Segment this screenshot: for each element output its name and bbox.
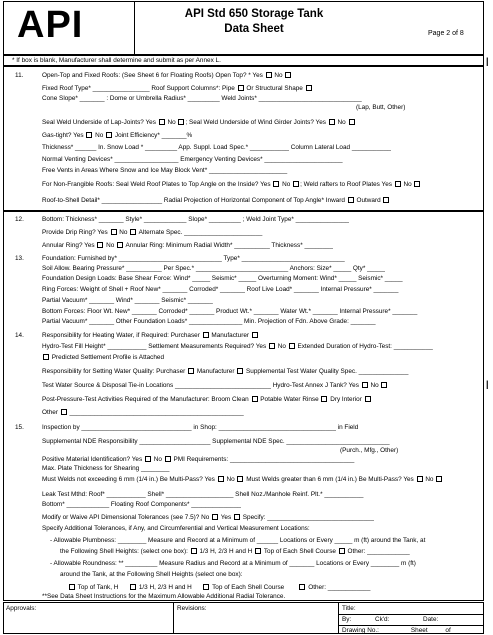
section-11-number: 11. (15, 72, 24, 79)
multipass-small-label: Must Welds not exceeding 6 mm ( (42, 476, 139, 483)
round-third-heights-checkbox[interactable] (130, 584, 136, 590)
weld-rafters-no-checkbox[interactable] (414, 181, 420, 187)
structural-shape-label: Or Structural Shape (246, 85, 303, 92)
settlement-profile-checkbox[interactable] (43, 354, 49, 360)
post-test-label: Post-Pressure-Test Activities Required of the Manufacturer: Broom Clean (42, 396, 249, 403)
s12-line-2 (42, 229, 262, 237)
annular-ring-width-label: Annular Ring: Minimum Radial Width* __________ Thickness* ________ (125, 242, 333, 249)
each-course-label: Top of Each Shell Course (263, 548, 336, 555)
s15-line-7: Bottom* ____________ Floating Roof Components* ______________ (42, 501, 241, 508)
s13-line-6: Bottom Forces: Floor Wt. New* _______ Corroded* _______ Product Wt.* _______ Water Wt.* _______ Internal Pressure* _______ (42, 308, 418, 315)
annular-ring-no-checkbox[interactable] (117, 242, 123, 248)
s15-line-1: Inspection by _______________________________ in Shop: _________________________________ in Field (42, 424, 359, 431)
potable-rinse-label: Potable Water Rinse (260, 396, 319, 403)
other-label: Other: ____________ (347, 548, 410, 555)
s14-no-label: No (277, 343, 286, 350)
manufacturer-label: Manufacturer (196, 368, 235, 375)
s15-line-13: around the Tank, at the Following Shell Heights (select one box): (60, 571, 243, 578)
manufacturer-label: Manufacturer (211, 332, 250, 339)
section-13-number: 13. (15, 255, 24, 262)
weld-rafters-yes-checkbox[interactable] (395, 181, 401, 187)
pipe-checkbox[interactable] (238, 85, 244, 91)
s15-line-5 (42, 476, 443, 484)
s11-line-10 (42, 197, 390, 205)
s15-line-9: Specify Additional Tolerances, if Any, and Circumferential and Vertical Measurement Locations: (42, 525, 310, 532)
s13-line-1: Foundation: Furnished by* _____________________________ Type* _____________________________ (42, 255, 345, 262)
annular-ring-yes-checkbox[interactable] (97, 242, 103, 248)
heating-purchaser-checkbox[interactable] (203, 332, 209, 338)
plumb-each-course-checkbox[interactable] (255, 548, 261, 554)
multipass-large-label: Must Welds greater than 6 mm ( (246, 476, 338, 483)
s11-line-6: Thickness* ______ In. Snow Load * _________ App. Suppl. Load Spec.* ___________ Column Lateral Load ___________ (42, 144, 391, 151)
round-each-course-checkbox[interactable] (203, 584, 209, 590)
seal-weld-lap-yes-checkbox[interactable] (159, 119, 165, 125)
s11-line-3: Cone Slope* _______ : Dome or Umbrella Radius* _________ Weld Joints* _____________________________ (42, 95, 362, 102)
s11-no-label: No (95, 132, 104, 139)
quarter-inch-fraction: 1/4 (337, 476, 347, 483)
seal-weld-girder-yes-checkbox[interactable] (329, 119, 335, 125)
weld-rafters-label: ; Weld rafters to Roof Plates Yes (300, 181, 392, 188)
s14-line-5 (42, 382, 388, 390)
seal-weld-girder-label: ; Seal Weld Underside of Wind Girder Joints? Yes (185, 119, 326, 126)
s14-no-label: No (370, 382, 379, 389)
revision-mark: | (486, 379, 489, 389)
drip-ring-yes-checkbox[interactable] (111, 229, 117, 235)
outward-checkbox[interactable] (383, 197, 389, 203)
top-of-tank-label: Top of Tank, H (77, 584, 119, 591)
s11-line-8: Free Vents in Areas Where Snow and Ice May Block Vent* ______________________ (42, 167, 288, 174)
plumb-other-checkbox[interactable] (339, 548, 345, 554)
extended-duration-label: Extended Duration of Hydro-Test: ___________ (297, 343, 433, 350)
gas-tight-no-checkbox[interactable] (106, 132, 112, 138)
seal-weld-girder-no-checkbox[interactable] (349, 119, 355, 125)
s15-line-14 (68, 584, 370, 592)
s11-line-4 (42, 119, 356, 127)
s15-no-label: No (153, 456, 162, 463)
open-top-yes-checkbox[interactable] (266, 72, 272, 78)
sheet-title (149, 7, 359, 37)
round-other-checkbox[interactable] (299, 584, 305, 590)
multipass-small-no-checkbox[interactable] (237, 476, 243, 482)
s13-line-2: Soil Allow. Bearing Pressure* __________ Per Spec.* __________________________ Anchors: Size* _____ Qty* _____ (42, 265, 385, 272)
s15-no-label: No (425, 476, 434, 483)
water-source-label: Test Water Source & Disposal Tie-in Locations ___________________________ Hydro-Test Annex J Tank? Yes (42, 382, 359, 389)
multipass-large-no-checkbox[interactable] (436, 476, 442, 482)
drip-ring-label: Provide Drip Ring? Yes (42, 229, 108, 236)
s11-no-label: No (167, 119, 176, 126)
s11-open-top-label: Open-Top and Fixed Roofs: (See Sheet 6 for Floating Roofs) Open Top? * Yes (42, 72, 263, 79)
pmi-yes-checkbox[interactable] (145, 456, 151, 462)
annular-ring-label: Annular Ring? Yes (42, 242, 95, 249)
s11-line-9 (42, 181, 421, 189)
s14-line-3 (42, 354, 164, 362)
yes-label: Yes (220, 514, 232, 521)
non-frangible-label: For Non-Frangible Roofs: Seal Weld Roof Plates to Top Angle on the Inside? Yes (42, 181, 271, 188)
drip-ring-no-checkbox[interactable] (130, 229, 136, 235)
section-14-number: 14. (15, 332, 24, 339)
s15-line-2: Supplemental NDE Responsibility ____________________ Supplemental NDE Spec. _____________________________ (42, 438, 390, 445)
broom-clean-checkbox[interactable] (252, 396, 258, 402)
multipass-large-yes-checkbox[interactable] (417, 476, 423, 482)
dry-interior-checkbox[interactable] (365, 396, 371, 402)
s11-no-label: No (274, 72, 283, 79)
title-label: Title: (342, 605, 356, 612)
s11-no-label: No (282, 181, 291, 188)
gas-tight-label: Gas-tight? Yes (42, 132, 84, 139)
s15-line-11 (60, 548, 410, 556)
s13-line-3: Foundation Design Loads: Base Shear Force: Wind* _____ Seismic* _____ Overturning Moment: Wind* _____ Seismic* _____ (42, 275, 403, 282)
settlement-no-checkbox[interactable] (289, 343, 295, 349)
s11-no-label: No (337, 119, 346, 126)
quarter-inch-fraction: 1/4 (138, 476, 148, 483)
joint-efficiency-label: Joint Efficiency* _______% (114, 132, 193, 139)
api-logo: API (17, 4, 84, 46)
structural-shape-checkbox[interactable] (306, 85, 312, 91)
s13-line-7: Partial Vacuum* _______ Other Foundation Loads* _______________ Min. Projection of Fdn. Above Grade: _______ (42, 318, 376, 325)
s11-line-2 (42, 85, 313, 93)
sheet (3, 1, 489, 634)
s12-no-label: No (106, 242, 115, 249)
s15-line-3 (42, 456, 354, 464)
water-quality-purchaser-checkbox[interactable] (188, 368, 194, 374)
s11-line-7: Normal Venting Devices* __________________ Emergency Venting Devices* ______________________ (42, 156, 343, 163)
weld-joints-hint: (Lap, Butt, Other) (356, 104, 406, 111)
s11-line-1 (42, 72, 292, 80)
revisions-label: Revisions: (177, 605, 207, 612)
pmi-label: Positive Material Identification? Yes (42, 456, 143, 463)
plumb-third-heights-checkbox[interactable] (191, 548, 197, 554)
specify-label: Specify: ______________________________ (242, 514, 374, 521)
footer-title-line (338, 614, 484, 615)
s15-line-6: Leak Test Mthd: Roof* ___________ Shell* ___________________ Shell Noz./Manhole Reinf. Plt.* ___________ (42, 491, 364, 498)
date-label: Date: (423, 616, 439, 623)
by-label: By: (342, 616, 352, 623)
s15-line-15: **See Data Sheet Instructions for the Maximum Allowable Additional Radial Tolerance. (42, 593, 286, 600)
multipass-small-yes-checkbox[interactable] (218, 476, 224, 482)
section-12-number: 12. (15, 216, 24, 223)
section-15-number: 15. (15, 424, 24, 431)
s12-no-label: No (119, 229, 128, 236)
hydro-test-fill-label: Hydro-Test Fill Height* ___________ Settlement Measurements Required? Yes (42, 343, 267, 350)
s15-line-8 (42, 514, 374, 522)
multipass-small-yes-label: in.) Be Multi-Pass? Yes (147, 476, 215, 483)
multipass-large-yes-label: in.) Be Multi-Pass? Yes (346, 476, 414, 483)
s14-line-2 (42, 343, 433, 351)
seal-weld-lap-no-checkbox[interactable] (178, 119, 184, 125)
gas-tight-yes-checkbox[interactable] (86, 132, 92, 138)
potable-rinse-checkbox[interactable] (321, 396, 327, 402)
s15-no-label: No (226, 476, 235, 483)
title-line-1: API Std 650 Storage Tank (184, 8, 324, 20)
water-quality-label: Responsibility for Setting Water Quality: Purchaser (42, 368, 186, 375)
footer-by-line (338, 625, 484, 626)
s14-line-7 (42, 409, 244, 417)
drawing-number-label: Drawing No.: ________ Sheet ____ of ____ (342, 627, 467, 634)
s13-line-4: Ring Forces: Weight of Shell + Roof New* _______ Corroded* _______ Roof Live Load* _______ Internal Pressure* _______ (42, 286, 399, 293)
heating-water-label: Responsibility for Heating Water, if Required: Purchaser (42, 332, 200, 339)
fixed-roof-type-label: Fixed Roof Type* ________________ Roof Support Columns*: Pipe (42, 85, 235, 92)
other-checkbox[interactable] (61, 409, 67, 415)
modify-tolerances-yes-checkbox[interactable] (234, 514, 240, 520)
seal-weld-top-angle-yes-checkbox[interactable] (273, 181, 279, 187)
s12-line-3 (42, 242, 333, 250)
s13-line-5: Partial Vacuum* _______ Wind* _______ Seismic* _______ (42, 297, 213, 304)
round-top-of-tank-checkbox[interactable] (69, 584, 75, 590)
dry-interior-label: Dry Interior (330, 396, 362, 403)
water-quality-manufacturer-checkbox[interactable] (237, 368, 243, 374)
seal-weld-lap-label: Seal Weld Underside of Lap-Joints? Yes (42, 119, 156, 126)
s11-line-5 (42, 132, 192, 140)
annex-j-no-checkbox[interactable] (381, 382, 387, 388)
s14-line-6 (42, 396, 372, 404)
inward-checkbox[interactable] (348, 197, 354, 203)
nde-responsibility-hint: (Purch., Mfg., Other) (340, 447, 399, 454)
supplemental-water-label: Supplemental Test Water Quality Spec. ______________ (246, 368, 409, 375)
s15-line-10: - Allowable Plumbness: ________ Measure and Record at a Minimum of ______ Locations or Every _____ m (ft) around the Tank, at (50, 537, 426, 544)
annex-j-yes-checkbox[interactable] (362, 382, 368, 388)
s14-line-4 (42, 368, 408, 376)
roof-to-shell-label: Roof-to-Shell Detail* _________________ Radial Projection of Horizontal Component of Top Angle* Inward (42, 197, 345, 204)
pmi-no-checkbox[interactable] (165, 456, 171, 462)
title-line-2: Data Sheet (224, 23, 284, 35)
open-top-no-checkbox[interactable] (285, 72, 291, 78)
page-number: Page 2 of 8 (428, 30, 464, 37)
footer-divider-1 (173, 602, 174, 634)
footer-divider-2 (338, 602, 339, 634)
s15-line-12: - Allowable Roundness: ** _________ Measure Radius and Record at a Minimum of _______ Locations or Every ________ m (ft) (50, 560, 416, 567)
settlement-profile-label: Predicted Settlement Profile is Attached (51, 354, 165, 361)
third-heights-label: 1/3 H, 2/3 H and H (138, 584, 192, 591)
pmi-requirements-label: PMI Requirements: ___________________________________ (173, 456, 355, 463)
blank-box-note: * If box is blank, Manufacturer shall determine and submit as per Annex L. (12, 57, 221, 64)
each-course-label: Top of Each Shell Course (212, 584, 285, 591)
settlement-yes-checkbox[interactable] (269, 343, 275, 349)
header-divider (134, 1, 135, 55)
other-blank: _________________________________________________ (69, 409, 244, 416)
other-label: Other (42, 409, 58, 416)
ckd-label: Ck'd: (375, 616, 390, 623)
modify-tolerances-label: Modify or Waive API Dimensional Tolerances (see 7.5)? No (42, 514, 210, 521)
s15-line-4: Max. Plate Thickness for Shearing ________ (42, 465, 170, 472)
revision-mark: | (486, 56, 489, 66)
heating-manufacturer-checkbox[interactable] (252, 332, 258, 338)
s11-no-label: No (403, 181, 412, 188)
modify-tolerances-no-checkbox[interactable] (212, 514, 218, 520)
alternate-spec-label: Alternate Spec. ______________________ (138, 229, 263, 236)
s12-line-1: Bottom: Thickness* _______ Style* ____________ Slope* _________ ; Weld Joint Type* _______________ (42, 216, 349, 223)
s14-line-1 (42, 332, 259, 340)
other-label: Other: ____________ (308, 584, 371, 591)
seal-weld-top-angle-no-checkbox[interactable] (293, 181, 299, 187)
outward-label: Outward (356, 197, 381, 204)
third-heights-label: 1/3 H, 2/3 H and H (199, 548, 253, 555)
shell-heights-label: the Following Shell Heights: (select one box): (60, 548, 188, 555)
approvals-label: Approvals: (6, 605, 37, 612)
